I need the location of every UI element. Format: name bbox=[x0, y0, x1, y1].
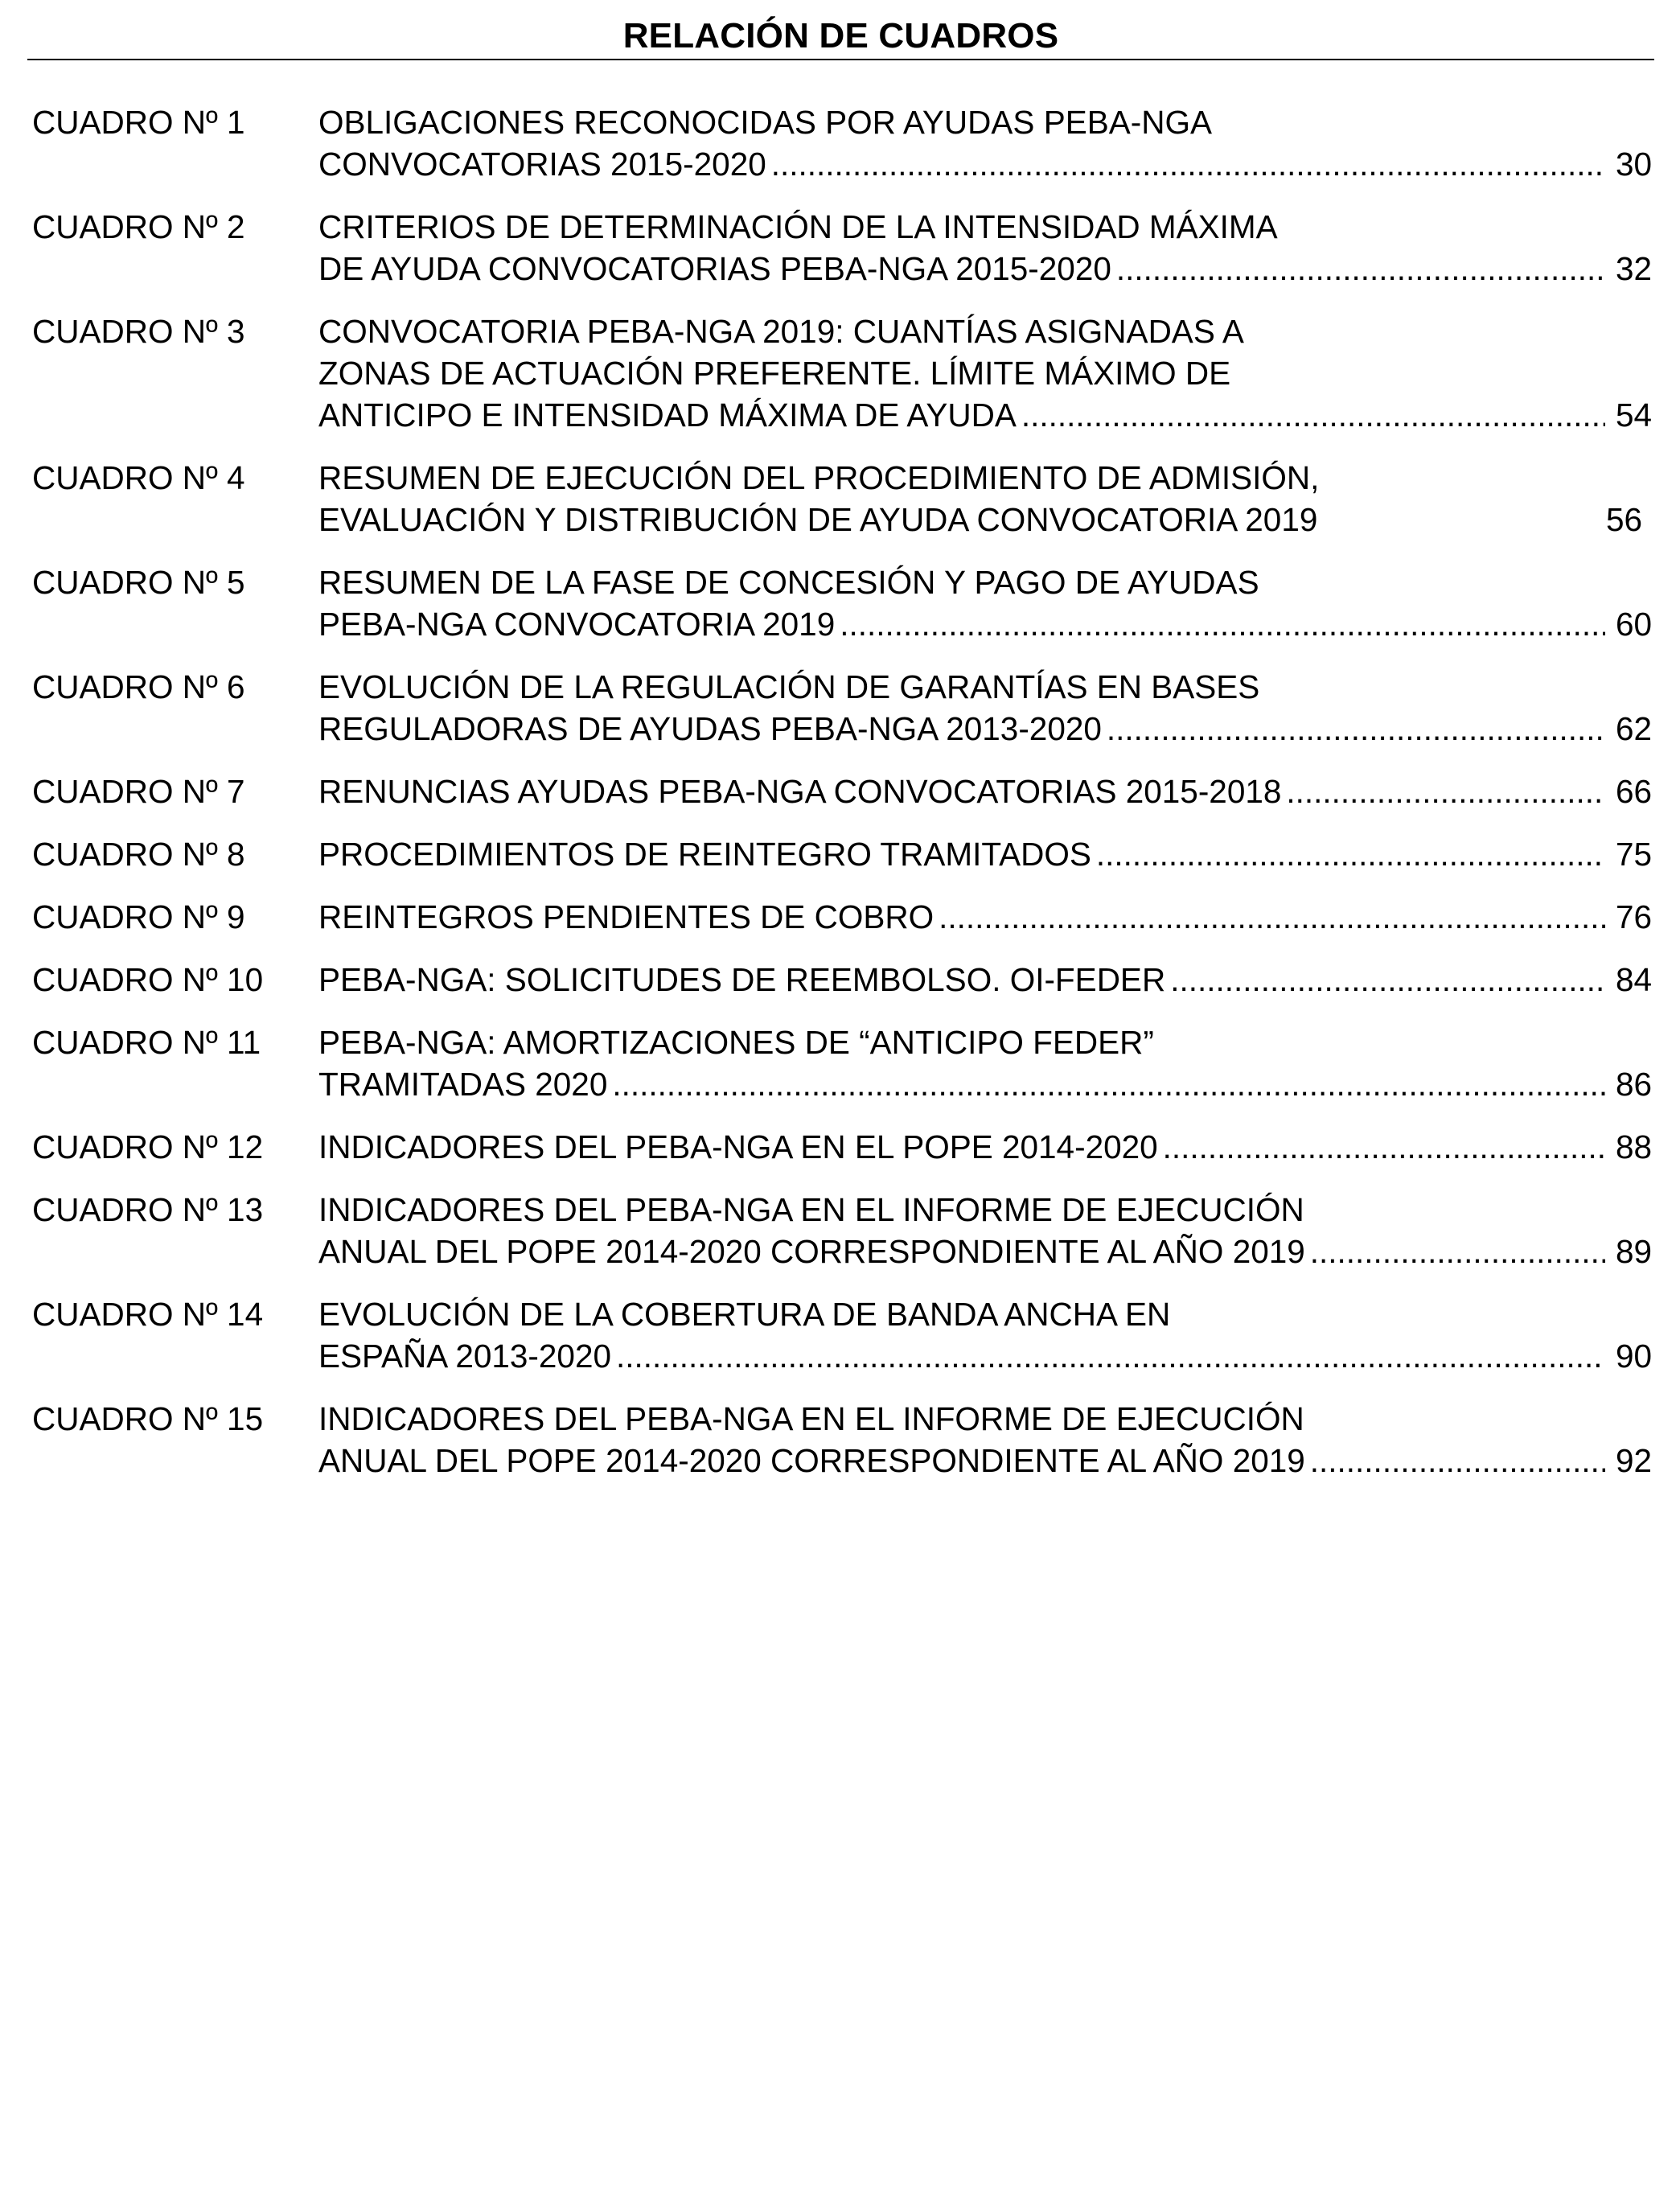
toc-entry-page-number[interactable]: 84 bbox=[1615, 961, 1652, 998]
toc-entry-label: CUADRO Nº 1 bbox=[32, 104, 245, 141]
toc-entry[interactable] bbox=[32, 1398, 1652, 1482]
toc-entry-title-line bbox=[318, 394, 1652, 436]
dot-leader bbox=[1116, 248, 1605, 290]
dot-leader bbox=[840, 603, 1605, 645]
toc-entry[interactable] bbox=[32, 666, 1652, 750]
toc-entry-title bbox=[318, 959, 1652, 1001]
toc-entry-title-line bbox=[318, 1063, 1652, 1105]
toc-entry-title-text: CONVOCATORIAS 2015-2020 bbox=[318, 146, 766, 183]
toc-entry-title-line: OBLIGACIONES RECONOCIDAS POR AYUDAS PEBA-NGA bbox=[318, 104, 1213, 141]
toc-entry-page-number[interactable]: 62 bbox=[1615, 710, 1652, 747]
dot-leader bbox=[1310, 1231, 1605, 1272]
toc-entry-title-text: ESPAÑA 2013-2020 bbox=[318, 1338, 612, 1375]
toc-entry-title bbox=[318, 457, 1652, 540]
toc-entry[interactable] bbox=[32, 1293, 1652, 1377]
toc-entry-title bbox=[318, 561, 1652, 645]
toc-entry-title-line: INDICADORES DEL PEBA-NGA EN EL INFORME DE EJECUCIÓN bbox=[318, 1400, 1304, 1437]
toc-entry-page-number[interactable]: 92 bbox=[1615, 1442, 1652, 1479]
page-title: RELACIÓN DE CUADROS bbox=[622, 16, 1059, 55]
toc-entry-page-number[interactable]: 86 bbox=[1615, 1066, 1652, 1103]
toc-entry-label: CUADRO Nº 14 bbox=[32, 1296, 264, 1333]
toc-entry-label: CUADRO Nº 5 bbox=[32, 564, 245, 601]
toc-entry-title bbox=[318, 833, 1652, 875]
toc-entry-page-number[interactable]: 66 bbox=[1615, 773, 1652, 810]
toc-entry-title bbox=[318, 206, 1652, 290]
toc-entry-title-text: REINTEGROS PENDIENTES DE COBRO bbox=[318, 898, 934, 935]
toc-entry-title bbox=[318, 666, 1652, 750]
toc-entry-title-line: EVOLUCIÓN DE LA REGULACIÓN DE GARANTÍAS EN BASES bbox=[318, 668, 1260, 705]
toc-entry-page-number[interactable]: 56 bbox=[1605, 501, 1642, 538]
toc-entry-title-text: TRAMITADAS 2020 bbox=[318, 1066, 608, 1103]
toc-entry-label: CUADRO Nº 4 bbox=[32, 459, 245, 496]
toc-entry-title-line bbox=[318, 959, 1652, 1001]
toc-entry[interactable] bbox=[32, 1189, 1652, 1272]
dot-leader bbox=[771, 143, 1605, 185]
dot-leader bbox=[939, 896, 1605, 938]
toc-entry-page-number[interactable]: 32 bbox=[1615, 250, 1652, 287]
toc-entry-label: CUADRO Nº 15 bbox=[32, 1400, 264, 1437]
toc-entry-title-text: EVALUACIÓN Y DISTRIBUCIÓN DE AYUDA CONVOCATORIA 2019 bbox=[318, 501, 1318, 538]
toc-entry-title bbox=[318, 896, 1652, 938]
toc-entry[interactable] bbox=[32, 206, 1652, 290]
toc-entry-title-line: PEBA-NGA: AMORTIZACIONES DE “ANTICIPO FEDER” bbox=[318, 1024, 1154, 1061]
toc-entry-label: CUADRO Nº 9 bbox=[32, 898, 245, 935]
toc-entry-label: CUADRO Nº 8 bbox=[32, 836, 245, 873]
toc-entry-title-line bbox=[318, 708, 1652, 750]
toc-entry[interactable] bbox=[32, 896, 1652, 938]
table-of-contents bbox=[32, 101, 1652, 1502]
toc-entry-title-line bbox=[318, 1126, 1652, 1168]
toc-entry-title-line: INDICADORES DEL PEBA-NGA EN EL INFORME DE EJECUCIÓN bbox=[318, 1191, 1304, 1228]
toc-entry[interactable] bbox=[32, 561, 1652, 645]
toc-entry-title-line: ZONAS DE ACTUACIÓN PREFERENTE. LÍMITE MÁXIMO DE bbox=[318, 355, 1231, 392]
toc-entry-title-line bbox=[318, 1231, 1652, 1272]
toc-entry-title-line bbox=[318, 499, 1652, 540]
toc-entry-title-line bbox=[318, 896, 1652, 938]
toc-entry[interactable] bbox=[32, 101, 1652, 185]
toc-entry-label: CUADRO Nº 13 bbox=[32, 1191, 264, 1228]
toc-entry-title-line bbox=[318, 833, 1652, 875]
toc-entry-title-text: ANUAL DEL POPE 2014-2020 CORRESPONDIENTE AL AÑO 2019 bbox=[318, 1233, 1305, 1270]
toc-entry[interactable] bbox=[32, 833, 1652, 875]
toc-entry-title-line bbox=[318, 143, 1652, 185]
toc-entry-label: CUADRO Nº 3 bbox=[32, 313, 245, 350]
dot-leader bbox=[616, 1335, 1605, 1377]
toc-entry-title-line: CONVOCATORIA PEBA-NGA 2019: CUANTÍAS ASIGNADAS A bbox=[318, 313, 1244, 350]
dot-leader bbox=[1170, 959, 1605, 1001]
toc-entry-title bbox=[318, 1126, 1652, 1168]
toc-entry[interactable] bbox=[32, 771, 1652, 812]
toc-entry[interactable] bbox=[32, 310, 1652, 436]
toc-entry-title-text: DE AYUDA CONVOCATORIAS PEBA-NGA 2015-2020 bbox=[318, 250, 1111, 287]
toc-entry-title-line: RESUMEN DE EJECUCIÓN DEL PROCEDIMIENTO DE ADMISIÓN, bbox=[318, 459, 1320, 496]
toc-entry-title-line: EVOLUCIÓN DE LA COBERTURA DE BANDA ANCHA EN bbox=[318, 1296, 1171, 1333]
toc-entry-label: CUADRO Nº 6 bbox=[32, 668, 245, 705]
toc-entry-title-text: PEBA-NGA: SOLICITUDES DE REEMBOLSO. OI-FEDER bbox=[318, 961, 1166, 998]
toc-entry-title-line bbox=[318, 1440, 1652, 1482]
toc-entry-label: CUADRO Nº 12 bbox=[32, 1128, 264, 1165]
toc-entry-title-line: CRITERIOS DE DETERMINACIÓN DE LA INTENSIDAD MÁXIMA bbox=[318, 208, 1278, 245]
toc-entry-title-line bbox=[318, 771, 1652, 812]
dot-leader bbox=[1021, 394, 1605, 436]
toc-entry-title-text: PROCEDIMIENTOS DE REINTEGRO TRAMITADOS bbox=[318, 836, 1091, 873]
toc-entry-title bbox=[318, 771, 1652, 812]
toc-entry[interactable] bbox=[32, 1126, 1652, 1168]
toc-entry-title-line bbox=[318, 248, 1652, 290]
toc-entry-title-text: ANUAL DEL POPE 2014-2020 CORRESPONDIENTE AL AÑO 2019 bbox=[318, 1442, 1305, 1479]
dot-leader bbox=[1107, 708, 1605, 750]
toc-entry-title bbox=[318, 310, 1652, 436]
toc-entry-label: CUADRO Nº 7 bbox=[32, 773, 245, 810]
toc-entry-title bbox=[318, 101, 1652, 185]
toc-entry-page-number[interactable]: 60 bbox=[1615, 606, 1652, 643]
toc-entry-label: CUADRO Nº 2 bbox=[32, 208, 245, 245]
dot-leader bbox=[1286, 771, 1605, 812]
dot-leader bbox=[612, 1063, 1605, 1105]
toc-entry-title bbox=[318, 1398, 1652, 1482]
toc-entry[interactable] bbox=[32, 1021, 1652, 1105]
toc-entry-label: CUADRO Nº 11 bbox=[32, 1024, 261, 1061]
toc-entry-page-number[interactable]: 76 bbox=[1615, 898, 1652, 935]
toc-entry-title-text: INDICADORES DEL PEBA-NGA EN EL POPE 2014-2020 bbox=[318, 1128, 1158, 1165]
toc-entry-page-number[interactable]: 30 bbox=[1615, 146, 1652, 183]
toc-entry-title-text: ANTICIPO E INTENSIDAD MÁXIMA DE AYUDA bbox=[318, 397, 1017, 434]
title-divider bbox=[27, 59, 1654, 60]
toc-entry-page-number[interactable]: 88 bbox=[1615, 1128, 1652, 1165]
toc-entry-title-line bbox=[318, 603, 1652, 645]
toc-entry-title-line: RESUMEN DE LA FASE DE CONCESIÓN Y PAGO DE AYUDAS bbox=[318, 564, 1259, 601]
toc-entry-title bbox=[318, 1293, 1652, 1377]
toc-entry[interactable] bbox=[32, 959, 1652, 1001]
toc-entry-title-text: REGULADORAS DE AYUDAS PEBA-NGA 2013-2020 bbox=[318, 710, 1102, 747]
dot-leader bbox=[1163, 1126, 1605, 1168]
toc-entry-title-line bbox=[318, 1335, 1652, 1377]
toc-entry-title bbox=[318, 1021, 1652, 1105]
toc-entry-page-number[interactable]: 90 bbox=[1615, 1338, 1652, 1375]
toc-entry-page-number[interactable]: 89 bbox=[1615, 1233, 1652, 1270]
toc-entry-title bbox=[318, 1189, 1652, 1272]
dot-leader bbox=[1096, 833, 1605, 875]
dot-leader bbox=[1310, 1440, 1605, 1482]
toc-entry[interactable] bbox=[32, 457, 1652, 540]
toc-entry-label: CUADRO Nº 10 bbox=[32, 961, 264, 998]
toc-entry-title-text: PEBA-NGA CONVOCATORIA 2019 bbox=[318, 606, 836, 643]
toc-entry-page-number[interactable]: 54 bbox=[1615, 397, 1652, 434]
toc-entry-page-number[interactable]: 75 bbox=[1615, 836, 1652, 873]
toc-entry-title-text: RENUNCIAS AYUDAS PEBA-NGA CONVOCATORIAS 2015-2018 bbox=[318, 773, 1282, 810]
